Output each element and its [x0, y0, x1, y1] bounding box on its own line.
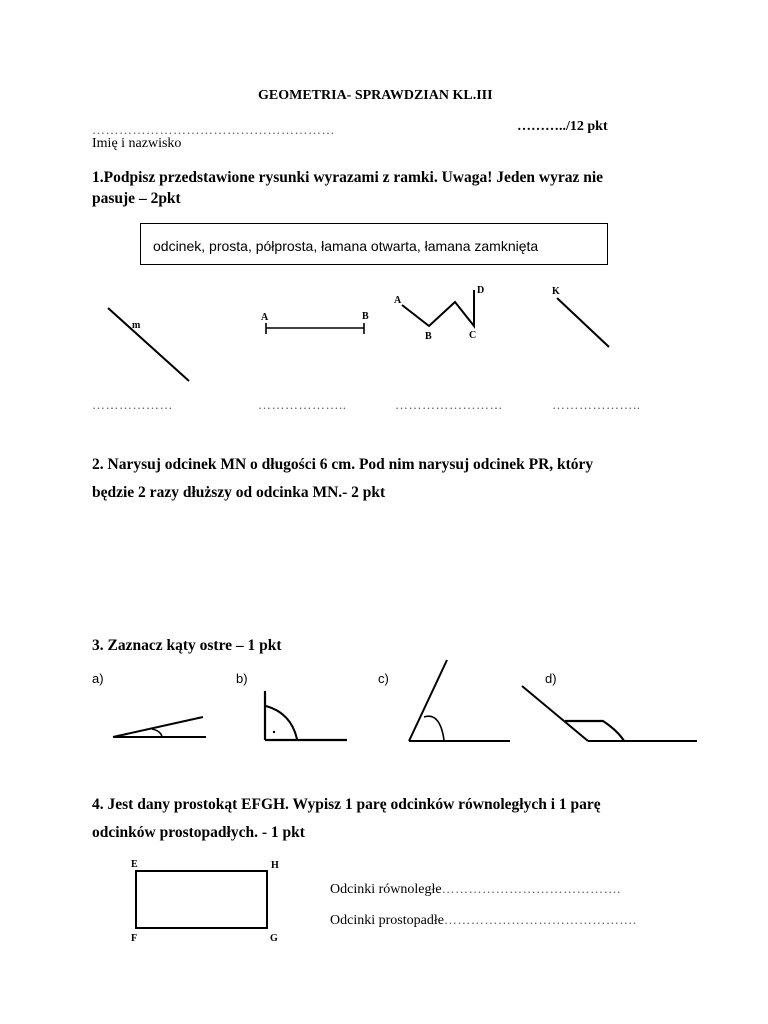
option-a-label: a) — [92, 671, 104, 686]
angle-a-arc — [152, 729, 162, 737]
figure-line-m — [108, 308, 189, 381]
option-b-label: b) — [236, 671, 248, 686]
label-b: B — [362, 311, 369, 322]
score-field: ………../12 pkt — [517, 119, 608, 134]
vertex-f: F — [131, 933, 138, 944]
angle-d-arm — [522, 686, 588, 741]
parallel-label — [330, 881, 621, 898]
figure-ray-k — [557, 298, 609, 347]
parallel-dots: …………………………………. — [441, 881, 621, 896]
vertex-h: H — [271, 860, 279, 871]
question-3-title: 3. Zaznacz kąty ostre – 1 pkt — [92, 637, 282, 654]
word-box-text: odcinek, prosta, półprosta, łamana otwarta, łamana zamknięta — [153, 238, 539, 254]
label-m: m — [132, 320, 141, 331]
option-d-label: d) — [545, 671, 557, 686]
angle-b-dot — [273, 731, 275, 733]
label-k: K — [552, 286, 560, 297]
name-dots: ……………………………………………… — [92, 122, 335, 137]
label-a-2: A — [394, 295, 402, 306]
perpendicular-label — [330, 912, 637, 929]
angle-d-arc — [565, 721, 624, 741]
label-d: D — [477, 285, 485, 296]
question-1-line-1: 1.Podpisz przedstawione rysunki wyrazami z ramki. Uwaga! Jeden wyraz nie — [92, 169, 604, 186]
answer-dots-3: …………………… — [395, 397, 503, 412]
answer-dots-1: ……………… — [92, 397, 173, 412]
rectangle-efgh — [136, 871, 267, 928]
vertex-g: G — [270, 933, 278, 944]
answer-dots-4: ……………….. — [552, 397, 641, 412]
question-4-line-2: odcinków prostopadłych. - 1 pkt — [92, 824, 305, 841]
question-1-line-2: pasuje – 2pkt — [92, 190, 181, 207]
angle-b-arc — [266, 706, 297, 739]
label-a: A — [261, 312, 269, 323]
vertex-e: E — [131, 859, 138, 870]
option-c-label: c) — [378, 671, 389, 686]
angle-a-arm — [113, 717, 203, 737]
perpendicular-dots: ……………………………………. — [443, 912, 637, 927]
label-c: C — [469, 330, 477, 341]
perpendicular-label-text: Odcinki prostopadłe — [330, 913, 444, 928]
question-2-line-2: będzie 2 razy dłuższy od odcinka MN.- 2 pkt — [92, 484, 386, 501]
name-label: Imię i nazwisko — [92, 136, 182, 151]
question-4-line-1: 4. Jest dany prostokąt EFGH. Wypisz 1 parę odcinków równoległych i 1 parę — [92, 796, 601, 813]
page-title: GEOMETRIA- SPRAWDZIAN KL.III — [258, 88, 493, 103]
figure-polyline-abcd — [402, 290, 474, 326]
answer-dots-2: ……………….. — [258, 397, 347, 412]
question-2-line-1: 2. Narysuj odcinek MN o długości 6 cm. Pod nim narysuj odcinek PR, który — [92, 456, 594, 473]
parallel-label-text: Odcinki równoległe — [330, 882, 442, 897]
label-b-2: B — [425, 331, 432, 342]
angle-c-arc — [424, 716, 444, 740]
